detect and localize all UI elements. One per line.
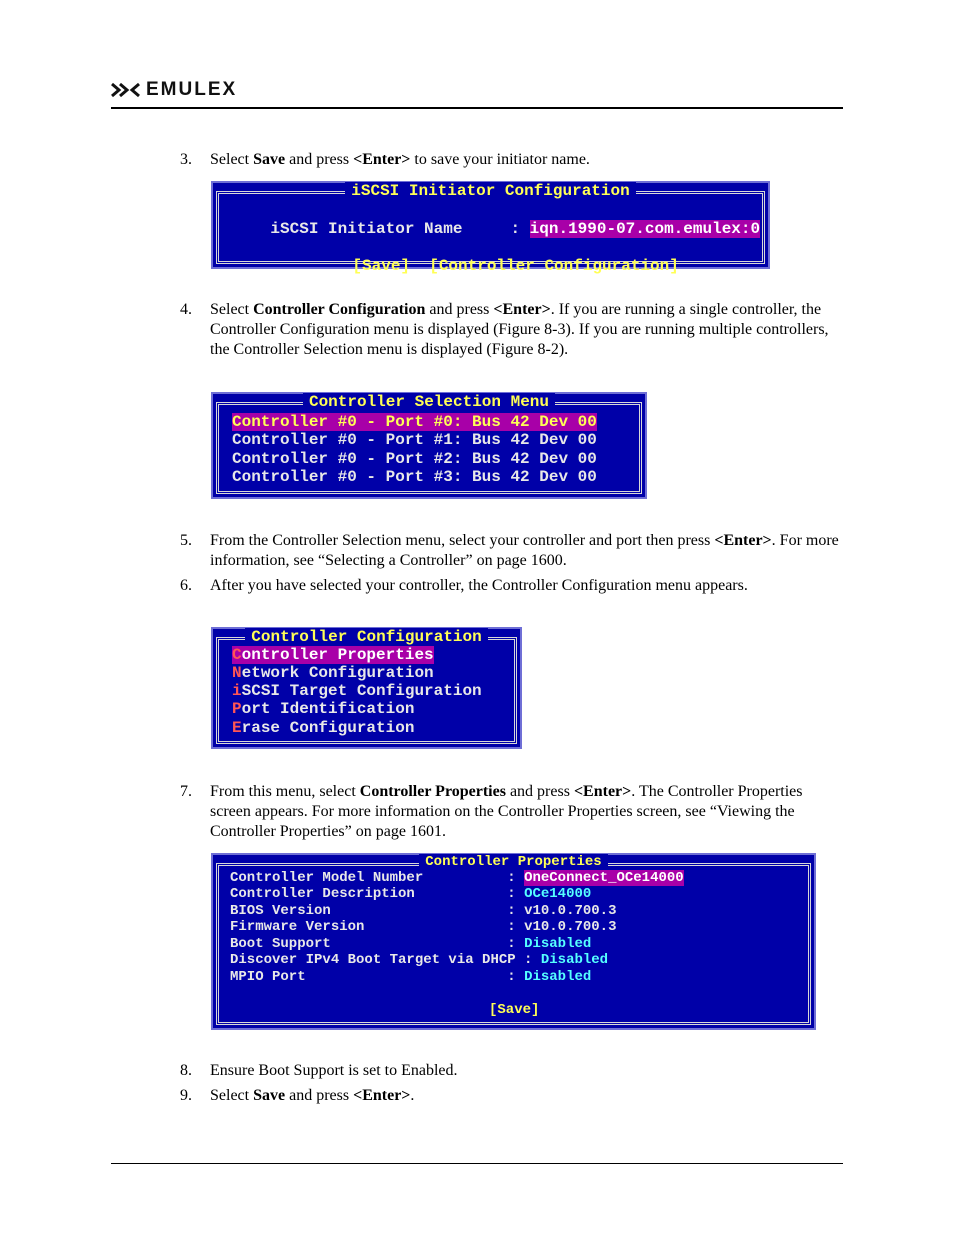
header-rule bbox=[111, 107, 843, 109]
step-number: 7. bbox=[180, 783, 192, 800]
step-6 bbox=[180, 576, 840, 596]
step-bold: <Enter> bbox=[493, 301, 551, 318]
step-text: . If you are running a single controller, the Controller Configuration menu is displayed (Figure 8-3). If you are running multiple controllers, the Controller Selection menu is displayed (Figure 8-2). bbox=[210, 301, 829, 358]
step-text: Select bbox=[210, 301, 254, 318]
screen-title: Controller Properties bbox=[419, 854, 607, 870]
step-text: . For more information, see “Selecting a Controller” on page 1600. bbox=[210, 532, 839, 569]
emulex-logo bbox=[111, 80, 237, 100]
boot-support-field[interactable]: Disabled bbox=[524, 936, 592, 952]
controller-configuration-button[interactable]: [Controller Configuration] bbox=[429, 257, 679, 275]
step-text: . The Controller Properties screen appears. For more information on the Controller Properties screen, see “Viewing the Controller Properties” on page 1601. bbox=[210, 783, 803, 840]
step-text: and press bbox=[505, 783, 574, 800]
step-text: . bbox=[410, 1087, 415, 1104]
bios-version-value: v10.0.700.3 bbox=[524, 903, 617, 919]
emulex-logo-icon bbox=[111, 82, 141, 98]
step-number: 8. bbox=[180, 1062, 192, 1079]
step-text: From the Controller Selection menu, select your controller and port then press bbox=[210, 532, 715, 549]
dhcp-discover-field[interactable]: Disabled bbox=[540, 952, 609, 968]
step-text: After you have selected your controller, the Controller Configuration menu appears. bbox=[210, 577, 748, 594]
save-button[interactable]: [Save] bbox=[352, 257, 411, 275]
description-field[interactable]: OCe14000 bbox=[524, 886, 592, 902]
step-text: and press bbox=[285, 151, 354, 168]
initiator-name-field[interactable]: iqn.1990-07.com.emulex:0 bbox=[529, 220, 761, 238]
property-row: Firmware Version : v10.0.700.3 bbox=[230, 919, 617, 935]
step-number: 9. bbox=[180, 1087, 192, 1104]
step-5 bbox=[180, 531, 840, 571]
logo-text: EMULEX bbox=[146, 79, 238, 100]
step-number: 5. bbox=[180, 532, 192, 549]
iscsi-initiator-screen bbox=[211, 181, 770, 275]
controller-port-1-item[interactable]: Controller #0 - Port #1: Bus 42 Dev 00 bbox=[232, 431, 597, 449]
property-row: Discover IPv4 Boot Target via DHCP : Disabled bbox=[230, 952, 609, 968]
step-number: 4. bbox=[180, 301, 192, 318]
step-bold: <Enter> bbox=[353, 151, 411, 168]
property-row: Boot Support : Disabled bbox=[230, 936, 592, 952]
step-3 bbox=[180, 150, 840, 170]
controller-port-0-item[interactable]: Controller #0 - Port #0: Bus 42 Dev 00 bbox=[232, 413, 597, 431]
step-text: Select bbox=[210, 1087, 254, 1104]
menu-controller-properties[interactable]: Controller Properties bbox=[232, 646, 434, 664]
menu-iscsi-target-configuration[interactable]: iSCSI Target Configuration bbox=[232, 682, 482, 700]
step-bold: Controller Configuration bbox=[253, 301, 426, 318]
controller-port-2-item[interactable]: Controller #0 - Port #2: Bus 42 Dev 00 bbox=[232, 450, 597, 468]
controller-selection-screen bbox=[211, 392, 647, 499]
step-text: Ensure Boot Support is set to Enabled. bbox=[210, 1062, 458, 1079]
step-7 bbox=[180, 782, 840, 842]
step-text: and press bbox=[285, 1087, 354, 1104]
step-8 bbox=[180, 1061, 840, 1081]
property-row: Controller Description : OCe14000 bbox=[230, 886, 592, 902]
firmware-version-value: v10.0.700.3 bbox=[524, 919, 617, 935]
mpio-port-field[interactable]: Disabled bbox=[524, 969, 592, 985]
step-bold: Controller Properties bbox=[359, 783, 506, 800]
step-bold: <Enter> bbox=[714, 532, 772, 549]
step-number: 6. bbox=[180, 577, 192, 594]
menu-erase-configuration[interactable]: Erase Configuration bbox=[232, 719, 415, 737]
controller-port-3-item[interactable]: Controller #0 - Port #3: Bus 42 Dev 00 bbox=[232, 468, 597, 486]
step-bold: <Enter> bbox=[573, 783, 632, 800]
step-text: and press bbox=[425, 301, 494, 318]
screen-title: Controller Configuration bbox=[245, 628, 487, 646]
menu-network-configuration[interactable]: Network Configuration bbox=[232, 664, 434, 682]
footer-rule bbox=[111, 1163, 843, 1164]
property-row: BIOS Version : v10.0.700.3 bbox=[230, 903, 617, 919]
step-9 bbox=[180, 1086, 840, 1106]
step-bold: Save bbox=[253, 151, 286, 168]
controller-configuration-screen bbox=[211, 627, 522, 749]
step-text: Select bbox=[210, 151, 254, 168]
step-bold: <Enter> bbox=[353, 1087, 411, 1104]
step-text: to save your initiator name. bbox=[410, 151, 590, 168]
screen-title: iSCSI Initiator Configuration bbox=[345, 182, 635, 200]
save-button[interactable]: [Save] bbox=[489, 1002, 540, 1018]
controller-properties-screen bbox=[211, 853, 816, 1030]
menu-port-identification[interactable]: Port Identification bbox=[232, 700, 415, 718]
model-number-field[interactable]: OneConnect_OCe14000 bbox=[524, 870, 684, 886]
step-number: 3. bbox=[180, 151, 192, 168]
property-row: MPIO Port : Disabled bbox=[230, 969, 592, 985]
screen-title: Controller Selection Menu bbox=[303, 393, 555, 411]
step-4 bbox=[180, 300, 840, 360]
property-row: Controller Model Number : OneConnect_OCe14000 bbox=[230, 870, 684, 886]
initiator-name-label: iSCSI Initiator Name : bbox=[270, 220, 530, 238]
step-text: From this menu, select bbox=[210, 783, 360, 800]
step-bold: Save bbox=[253, 1087, 286, 1104]
